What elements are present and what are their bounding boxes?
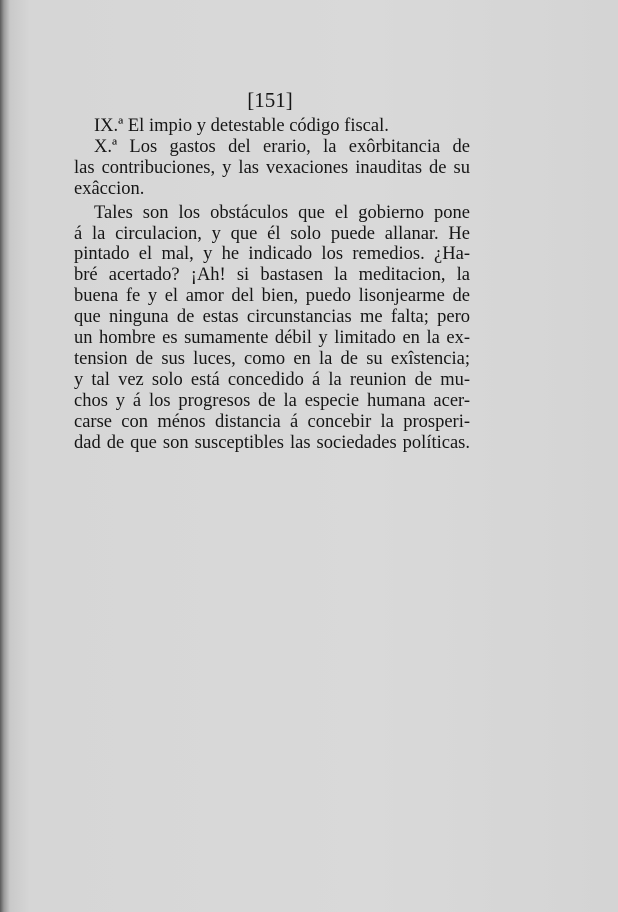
text-line: buena fe y el amor del bien, puedo lisonjearme de bbox=[74, 286, 470, 307]
text-line: las contribuciones, y las vexaciones inauditas de su bbox=[74, 157, 470, 178]
page-number: [151] bbox=[247, 88, 293, 112]
text-line: dad de que son susceptibles las sociedades políticas. bbox=[74, 432, 470, 453]
text-line: un hombre es sumamente débil y limitado en la ex- bbox=[74, 328, 470, 349]
text-line: tension de sus luces, como en la de su exîstencia; bbox=[74, 348, 470, 369]
body-text bbox=[74, 116, 470, 454]
text-line: bré acertado? ¡Ah! si bastasen la meditacion, la bbox=[74, 265, 470, 286]
text-line: Tales son los obstáculos que el gobierno pone bbox=[94, 202, 470, 223]
text-line: y tal vez solo está concedido á la reunion de mu- bbox=[74, 369, 470, 390]
text-line: pintado el mal, y he indicado los remedios. ¿Ha- bbox=[74, 244, 470, 265]
text-line: chos y á los progresos de la especie humana acer- bbox=[74, 390, 470, 411]
text-line: á la circulacion, y que él solo puede allanar. He bbox=[74, 223, 470, 244]
text-line: IX.ª El impio y detestable código fiscal. bbox=[94, 116, 389, 136]
text-line: X.ª Los gastos del erario, la exôrbitancia de bbox=[94, 136, 470, 157]
text-line: exâccion. bbox=[74, 178, 145, 199]
text-line: que ninguna de estas circunstancias me falta; pero bbox=[74, 307, 470, 328]
text-line: carse con ménos distancia á concebir la prosperi- bbox=[74, 411, 470, 432]
